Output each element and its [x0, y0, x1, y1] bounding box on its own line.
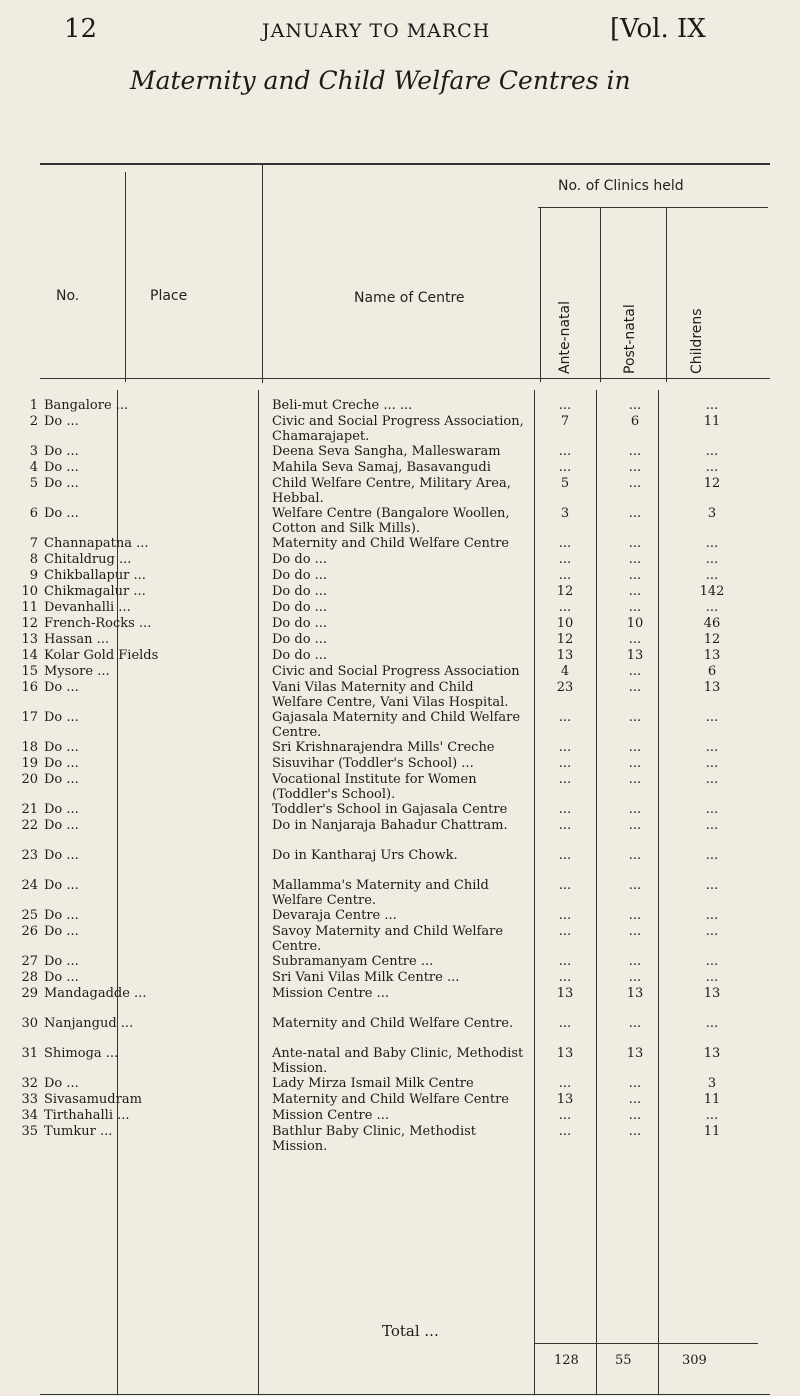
row-centre-name: Toddler's School in Gajasala Centre	[272, 802, 508, 817]
row-childrens: ...	[705, 924, 719, 939]
row-centre-name: Do do ...	[272, 648, 328, 663]
row-place: Do ...	[44, 802, 79, 817]
row-place: Do ...	[44, 680, 79, 695]
row-place: Do ...	[44, 878, 79, 893]
row-centre-name: Sri Krishnarajendra Mills' Creche	[272, 740, 495, 755]
row-number: 21	[21, 802, 38, 817]
row-number: 7	[29, 536, 38, 551]
row-place: Do ...	[44, 476, 79, 491]
row-childrens: 3	[707, 506, 717, 521]
row-childrens: 11	[703, 414, 721, 429]
row-centre-name: Child Welfare Centre, Military Area, Hebbal.	[272, 476, 511, 506]
row-postnatal: ...	[628, 802, 642, 817]
row-postnatal: ...	[628, 954, 642, 969]
row-number: 12	[21, 616, 38, 631]
row-antenatal: ...	[558, 924, 572, 939]
row-place: Do ...	[44, 970, 79, 985]
row-place: Do ...	[44, 924, 79, 939]
row-postnatal: ...	[628, 1108, 642, 1123]
row-place: Do ...	[44, 772, 79, 787]
row-number: 8	[29, 552, 38, 567]
row-number: 20	[21, 772, 38, 787]
row-postnatal: ...	[628, 908, 642, 923]
row-centre-name: Savoy Maternity and Child Welfare Centre.	[272, 924, 504, 954]
row-number: 14	[21, 648, 38, 663]
row-centre-name: Do do ...	[272, 600, 328, 615]
row-number: 17	[21, 710, 38, 725]
row-postnatal: ...	[628, 398, 642, 413]
row-centre-name: Do in Nanjaraja Bahadur Chattram.	[272, 818, 508, 833]
total-postnatal: 55	[615, 1353, 632, 1368]
row-postnatal: ...	[628, 970, 642, 985]
row-antenatal: ...	[558, 600, 572, 615]
row-postnatal: ...	[628, 460, 642, 475]
volume-label: [Vol. IX	[610, 14, 706, 44]
row-antenatal: ...	[558, 552, 572, 567]
row-antenatal: ...	[558, 802, 572, 817]
row-childrens: 142	[699, 584, 725, 599]
header-no: No.	[56, 288, 80, 304]
row-centre-name: Lady Mirza Ismail Milk Centre	[272, 1076, 474, 1091]
header-postnatal: Post-natal	[622, 304, 638, 374]
row-childrens: ...	[705, 848, 719, 863]
row-childrens: 6	[707, 664, 717, 679]
row-place: Chikballapur ...	[44, 568, 146, 583]
row-antenatal: ...	[558, 848, 572, 863]
row-antenatal: 13	[556, 986, 574, 1001]
row-number: 11	[21, 600, 38, 615]
row-antenatal: 12	[556, 632, 574, 647]
row-childrens: ...	[705, 710, 719, 725]
row-childrens: 13	[703, 986, 721, 1001]
row-place: Do ...	[44, 444, 79, 459]
row-postnatal: ...	[628, 772, 642, 787]
row-place: Sivasamudram	[44, 1092, 142, 1107]
header-childrens: Childrens	[689, 308, 705, 374]
row-place: Shimoga ...	[44, 1046, 119, 1061]
row-centre-name: Devaraja Centre ...	[272, 908, 397, 923]
row-place: Mandagadde ...	[44, 986, 147, 1001]
running-header: JANUARY TO MARCH	[262, 20, 491, 42]
row-place: Bangalore ...	[44, 398, 129, 413]
row-antenatal: 12	[556, 584, 574, 599]
row-number: 34	[21, 1108, 38, 1123]
row-number: 10	[21, 584, 38, 599]
row-place: Do ...	[44, 848, 79, 863]
row-number: 2	[29, 414, 38, 429]
row-childrens: ...	[705, 818, 719, 833]
row-antenatal: 5	[560, 476, 570, 491]
row-place: Chitaldrug ...	[44, 552, 132, 567]
row-place: Do ...	[44, 740, 79, 755]
row-postnatal: ...	[628, 506, 642, 521]
row-centre-name: Ante-natal and Baby Clinic, Methodist Mission.	[272, 1046, 524, 1076]
row-place: Hassan ...	[44, 632, 110, 647]
row-place: Do ...	[44, 506, 79, 521]
row-postnatal: ...	[628, 536, 642, 551]
row-antenatal: ...	[558, 1124, 572, 1139]
row-centre-name: Deena Seva Sangha, Malleswaram	[272, 444, 501, 459]
row-postnatal: ...	[628, 756, 642, 771]
row-childrens: ...	[705, 536, 719, 551]
row-postnatal: 13	[626, 986, 644, 1001]
row-postnatal: ...	[628, 1076, 642, 1091]
row-postnatal: ...	[628, 584, 642, 599]
row-place: Devanhalli ...	[44, 600, 131, 615]
row-place: Nanjangud ...	[44, 1016, 134, 1031]
row-number: 32	[21, 1076, 38, 1091]
row-postnatal: ...	[628, 444, 642, 459]
row-postnatal: 13	[626, 648, 644, 663]
row-postnatal: ...	[628, 680, 642, 695]
row-antenatal: ...	[558, 444, 572, 459]
row-number: 6	[29, 506, 38, 521]
row-childrens: 11	[703, 1124, 721, 1139]
row-number: 18	[21, 740, 38, 755]
row-antenatal: ...	[558, 878, 572, 893]
row-postnatal: ...	[628, 568, 642, 583]
row-childrens: 13	[703, 680, 721, 695]
row-centre-name: Welfare Centre (Bangalore Woollen, Cotton and Silk Mills).	[272, 506, 510, 536]
row-childrens: ...	[705, 600, 719, 615]
row-childrens: ...	[705, 1016, 719, 1031]
row-centre-name: Maternity and Child Welfare Centre	[272, 1092, 509, 1107]
row-childrens: ...	[705, 772, 719, 787]
row-antenatal: ...	[558, 1016, 572, 1031]
row-number: 3	[29, 444, 38, 459]
row-postnatal: ...	[628, 664, 642, 679]
row-centre-name: Do in Kantharaj Urs Chowk.	[272, 848, 458, 863]
row-childrens: ...	[705, 398, 719, 413]
row-postnatal: ...	[628, 1016, 642, 1031]
row-antenatal: ...	[558, 1108, 572, 1123]
row-number: 13	[21, 632, 38, 647]
total-antenatal: 128	[554, 1353, 579, 1368]
total-label: Total ...	[382, 1322, 439, 1340]
row-number: 31	[21, 1046, 38, 1061]
page-number: 12	[64, 14, 98, 44]
row-centre-name: Gajasala Maternity and Child Welfare Centre.	[272, 710, 521, 740]
row-number: 26	[21, 924, 38, 939]
row-antenatal: ...	[558, 710, 572, 725]
row-childrens: 13	[703, 1046, 721, 1061]
row-place: Kolar Gold Fields	[44, 648, 159, 663]
row-postnatal: ...	[628, 600, 642, 615]
row-postnatal: ...	[628, 878, 642, 893]
row-centre-name: Maternity and Child Welfare Centre	[272, 536, 509, 551]
row-centre-name: Vani Vilas Maternity and Child Welfare Centre, Vani Vilas Hospital.	[272, 680, 509, 710]
row-number: 28	[21, 970, 38, 985]
row-place: Do ...	[44, 414, 79, 429]
row-number: 30	[21, 1016, 38, 1031]
row-number: 15	[21, 664, 38, 679]
row-postnatal: ...	[628, 552, 642, 567]
row-childrens: ...	[705, 970, 719, 985]
row-antenatal: 10	[556, 616, 574, 631]
row-place: Mysore ...	[44, 664, 110, 679]
row-postnatal: 6	[630, 414, 640, 429]
row-antenatal: ...	[558, 908, 572, 923]
row-centre-name: Subramanyam Centre ...	[272, 954, 434, 969]
row-centre-name: Civic and Social Progress Association, Chamarajapet.	[272, 414, 524, 444]
page-title: Maternity and Child Welfare Centres in	[130, 66, 631, 95]
row-number: 22	[21, 818, 38, 833]
row-number: 23	[21, 848, 38, 863]
row-antenatal: ...	[558, 756, 572, 771]
row-postnatal: ...	[628, 476, 642, 491]
row-postnatal: ...	[628, 710, 642, 725]
row-number: 27	[21, 954, 38, 969]
row-postnatal: ...	[628, 740, 642, 755]
row-centre-name: Sri Vani Vilas Milk Centre ...	[272, 970, 460, 985]
row-number: 29	[21, 986, 38, 1001]
row-centre-name: Do do ...	[272, 584, 328, 599]
row-antenatal: ...	[558, 772, 572, 787]
row-place: Do ...	[44, 756, 79, 771]
row-place: Do ...	[44, 818, 79, 833]
row-number: 4	[29, 460, 38, 475]
header-name: Name of Centre	[354, 290, 465, 306]
row-antenatal: 7	[560, 414, 570, 429]
row-antenatal: 13	[556, 648, 574, 663]
row-centre-name: Do do ...	[272, 568, 328, 583]
header-antenatal: Ante-natal	[557, 300, 573, 374]
row-childrens: ...	[705, 954, 719, 969]
row-number: 35	[21, 1124, 38, 1139]
row-number: 19	[21, 756, 38, 771]
row-childrens: 46	[703, 616, 721, 631]
row-place: Do ...	[44, 460, 79, 475]
row-place: Chikmagalur ...	[44, 584, 146, 599]
row-antenatal: ...	[558, 568, 572, 583]
row-childrens: ...	[705, 878, 719, 893]
row-number: 24	[21, 878, 38, 893]
row-antenatal: ...	[558, 1076, 572, 1091]
row-antenatal: 13	[556, 1092, 574, 1107]
row-number: 16	[21, 680, 38, 695]
row-place: French-Rocks ...	[44, 616, 152, 631]
row-postnatal: ...	[628, 1124, 642, 1139]
row-antenatal: ...	[558, 954, 572, 969]
row-postnatal: ...	[628, 924, 642, 939]
row-childrens: 12	[703, 632, 721, 647]
row-centre-name: Vocational Institute for Women (Toddler's School).	[272, 772, 477, 802]
row-centre-name: Sisuvihar (Toddler's School) ...	[272, 756, 474, 771]
row-place: Do ...	[44, 954, 79, 969]
row-antenatal: ...	[558, 818, 572, 833]
row-postnatal: ...	[628, 632, 642, 647]
row-place: Do ...	[44, 710, 79, 725]
row-centre-name: Mission Centre ...	[272, 1108, 389, 1123]
row-childrens: ...	[705, 552, 719, 567]
row-place: Do ...	[44, 1076, 79, 1091]
row-centre-name: Do do ...	[272, 552, 328, 567]
row-postnatal: ...	[628, 848, 642, 863]
row-antenatal: ...	[558, 398, 572, 413]
row-childrens: ...	[705, 740, 719, 755]
row-childrens: ...	[705, 444, 719, 459]
row-number: 9	[29, 568, 38, 583]
row-centre-name: Civic and Social Progress Association	[272, 664, 520, 679]
header-clinics-group: No. of Clinics held	[558, 178, 684, 194]
row-childrens: 12	[703, 476, 721, 491]
row-postnatal: ...	[628, 1092, 642, 1107]
row-antenatal: 3	[560, 506, 570, 521]
row-childrens: 11	[703, 1092, 721, 1107]
row-centre-name: Bathlur Baby Clinic, Methodist Mission.	[272, 1124, 477, 1154]
row-centre-name: Mallamma's Maternity and Child Welfare Centre.	[272, 878, 489, 908]
row-number: 33	[21, 1092, 38, 1107]
row-centre-name: Mahila Seva Samaj, Basavangudi	[272, 460, 491, 475]
row-postnatal: 13	[626, 1046, 644, 1061]
row-antenatal: ...	[558, 460, 572, 475]
row-antenatal: ...	[558, 740, 572, 755]
row-childrens: 13	[703, 648, 721, 663]
row-postnatal: 10	[626, 616, 644, 631]
row-childrens: ...	[705, 1108, 719, 1123]
row-antenatal: 13	[556, 1046, 574, 1061]
row-antenatal: 23	[556, 680, 574, 695]
row-postnatal: ...	[628, 818, 642, 833]
row-childrens: ...	[705, 908, 719, 923]
row-antenatal: ...	[558, 970, 572, 985]
row-centre-name: Beli-mut Creche ... ...	[272, 398, 413, 413]
row-number: 1	[29, 398, 38, 413]
row-childrens: ...	[705, 802, 719, 817]
row-childrens: ...	[705, 568, 719, 583]
row-antenatal: 4	[560, 664, 570, 679]
row-number: 5	[29, 476, 38, 491]
total-childrens: 309	[682, 1353, 707, 1368]
row-antenatal: ...	[558, 536, 572, 551]
row-centre-name: Mission Centre ...	[272, 986, 389, 1001]
row-place: Do ...	[44, 908, 79, 923]
row-childrens: 3	[707, 1076, 717, 1091]
row-place: Channapatna ...	[44, 536, 149, 551]
row-centre-name: Do do ...	[272, 632, 328, 647]
header-place: Place	[150, 288, 188, 304]
row-centre-name: Maternity and Child Welfare Centre.	[272, 1016, 514, 1031]
row-place: Tirthahalli ...	[44, 1108, 130, 1123]
row-place: Tumkur ...	[44, 1124, 113, 1139]
row-number: 25	[21, 908, 38, 923]
row-childrens: ...	[705, 756, 719, 771]
row-centre-name: Do do ...	[272, 616, 328, 631]
row-childrens: ...	[705, 460, 719, 475]
